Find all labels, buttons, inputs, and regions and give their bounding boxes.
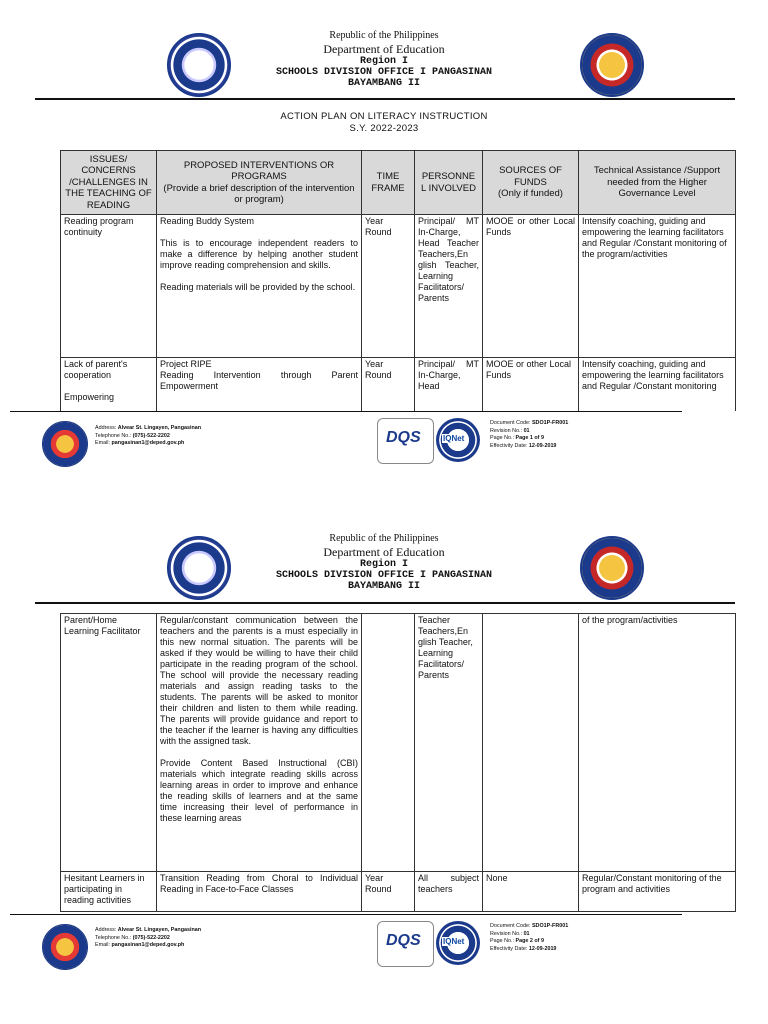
funds-cell: None [483,872,579,912]
doc-code-label: Document Code: [490,923,531,929]
personnel-cell: Principal/ MT In-Charge, Head [415,358,483,412]
header-funds [483,151,579,215]
revision-value: 01 [523,427,530,434]
time-frame-cell [362,614,415,872]
email-value: pangasinan1@deped.gov.ph [111,440,185,446]
office-line: SCHOOLS DIVISION OFFICE I PANGASINAN [275,570,493,581]
region-line: Region I [359,56,408,67]
iqnet-cert-icon [436,921,480,965]
header-interventions [157,151,362,215]
address-label: Address: [95,927,117,933]
header-interventions-title: PROPOSED INTERVENTIONS OR PROGRAMS [183,159,335,182]
phone-label: Telephone No.: [95,934,132,941]
table-row [61,215,736,358]
issue-text: Lack of parent's cooperation [64,359,128,380]
footer-seal-icon [42,924,88,970]
dqs-text: DQS [386,932,421,949]
table-row [61,614,736,872]
email-value: pangasinan1@deped.gov.ph [111,942,185,948]
intervention-cell: Transition Reading from Choral to Individual Reading in Face-to-Face Classes [157,872,362,912]
doc-code-value: SDO1P-FR001 [531,420,569,426]
funds-cell: MOOE or other Local Funds [483,358,579,412]
department-line: Department of Education [323,42,445,56]
email-label: Email: [95,942,110,948]
technical-assistance-cell: Intensify coaching, guiding and empowering the learning facilitators and Regular /Constant monitoring [579,358,736,412]
header-technical-assistance: Technical Assistance /Support needed from the Higher Governance Level [579,151,736,215]
issue-cell [61,358,157,412]
intervention-desc: This is to encourage independent readers to make a difference by helping another student improve reading comprehension and skills. [160,238,358,270]
republic-line: Republic of the Philippines [329,30,439,41]
school-line: BAYAMBANG II [347,581,420,592]
effectivity-label: Effectivity Date: [490,442,528,449]
iqnet-cert-icon [436,418,480,462]
action-plan-table-continued [60,613,736,912]
revision-label: Revision No.: [490,427,523,434]
page-number: Page 1 of 9 [515,435,544,441]
technical-assistance-cell: Regular/Constant monitoring of the program and activities [579,872,736,912]
page-number: Page 2 of 9 [515,938,544,944]
address-value: Alvear St. Lingayen, Pangasinan [117,425,202,431]
footer-contact [95,927,201,950]
intervention-desc: Reading materials will be provided by the school. [160,282,356,292]
personnel-cell: All subject teachers [415,872,483,912]
page-label: Page No.: [490,435,514,441]
table-row [61,358,736,412]
personnel-cell: Principal/ MT In-Charge, Head Teacher Teachers,En glish Teacher, Learning Facilitators/ Parents [415,215,483,358]
action-plan-table [60,150,736,411]
funds-cell [483,614,579,872]
email-label: Email: [95,440,110,446]
issue-cell: Hesitant Learners in participating in reading activities [61,872,157,912]
technical-assistance-cell: of the program/activities [579,614,736,872]
footer-seal-icon [42,421,88,467]
time-frame-cell: Year Round [362,215,415,358]
footer-divider [10,411,682,412]
intervention-title: Project RIPE [160,359,212,369]
revision-label: Revision No.: [490,930,523,937]
intervention-title: Reading Buddy System [160,216,255,226]
phone-value: (075)-522-2202 [132,432,170,439]
doc-code-value: SDO1P-FR001 [531,923,569,929]
dqs-cert-icon [377,921,434,967]
header-personnel: PERSONNE L INVOLVED [415,151,483,215]
republic-line: Republic of the Philippines [329,533,439,544]
intervention-desc: Regular/constant communication between the teachers and the parents is a must especially in this new normal situation. The parents will be asked if they would be willing to have their child participate in the reading program of the school. The school will provide the necessary reading materials and assign reading tasks to the students. The parents will be asked to monitor their children and listen to them while reading. The parents will provide guidance and report to the teacher if the learner is having any difficulties with the assigned task. [160,615,358,746]
page-label: Page No.: [490,938,514,944]
funds-cell: MOOE or other Local Funds [483,215,579,358]
intervention-cell [157,614,362,872]
dqs-cert-icon [377,418,434,464]
document-control [490,420,568,450]
header-funds-title: SOURCES OF FUNDS [499,165,562,188]
address-label: Address: [95,425,117,431]
effectivity-label: Effectivity Date: [490,945,528,952]
table-clip [0,512,768,914]
doc-code-label: Document Code: [490,420,531,426]
technical-assistance-cell: Intensify coaching, guiding and empowering the learning facilitators and Regular /Constant monitoring of the program/activities [579,215,736,358]
header-issues: ISSUES/ CONCERNS /CHALLENGES IN THE TEACHING OF READING [61,151,157,215]
intervention-cell [157,215,362,358]
phone-value: (075)-522-2202 [132,934,170,941]
document-control [490,923,568,953]
header-funds-note: (Only if funded) [498,188,563,200]
intervention-desc: Reading Intervention through Parent Empowerment [160,370,358,391]
table-header-row [61,151,736,215]
iqnet-text: IQNet [443,434,465,443]
school-year: S.Y. 2022-2023 [349,123,419,134]
school-line: BAYAMBANG II [347,78,420,89]
effectivity-value: 12-09-2019 [528,442,557,449]
table-clip [0,0,768,411]
issue-cell: Parent/Home Learning Facilitator [61,614,157,872]
issue-cell: Reading program continuity [61,215,157,358]
dqs-text: DQS [386,429,421,446]
footer-contact [95,425,201,448]
header-interventions-note: (Provide a brief description of the intervention or program) [163,182,355,205]
issue-text: Empowering [64,392,115,402]
header-time-frame: TIME FRAME [362,151,415,215]
footer-divider [10,914,682,915]
table-row [61,872,736,912]
phone-label: Telephone No.: [95,432,132,439]
time-frame-cell: Year Round [362,358,415,412]
document-page-2 [0,512,768,1024]
address-value: Alvear St. Lingayen, Pangasinan [117,927,202,933]
effectivity-value: 12-09-2019 [528,945,557,952]
intervention-desc: Provide Content Based Instructional (CBI) materials which integrate reading skills across learning areas in order to improve and enhance the reading skills of learners and at the same time increasing their level of performance in these learning areas [160,758,358,823]
personnel-cell: Teacher Teachers,En glish Teacher, Learning Facilitators/ Parents [415,614,483,872]
revision-value: 01 [523,930,530,937]
office-line: SCHOOLS DIVISION OFFICE I PANGASINAN [275,67,493,78]
time-frame-cell: Year Round [362,872,415,912]
title-line: ACTION PLAN ON LITERACY INSTRUCTION [280,111,488,122]
department-line: Department of Education [323,545,445,559]
region-line: Region I [359,559,408,570]
intervention-cell [157,358,362,412]
iqnet-text: IQNet [443,937,465,946]
